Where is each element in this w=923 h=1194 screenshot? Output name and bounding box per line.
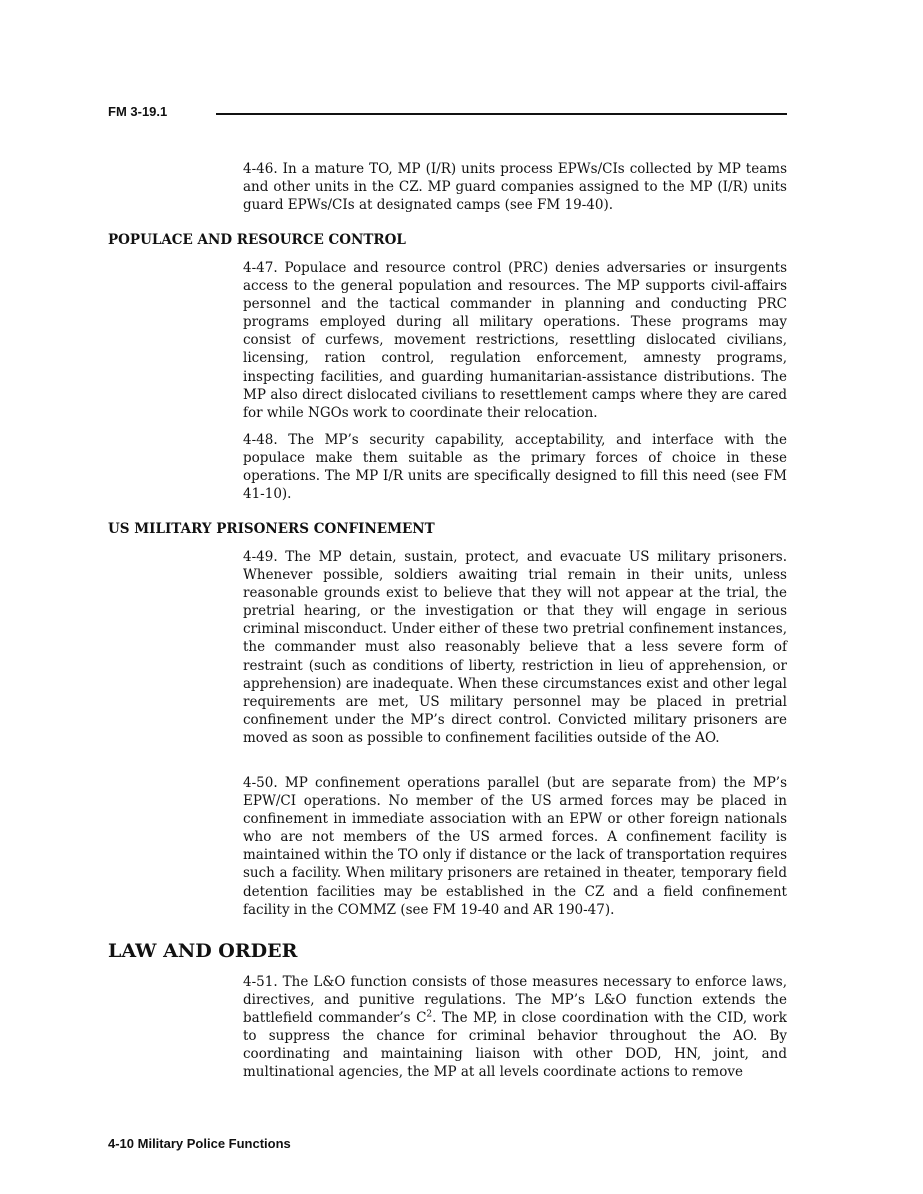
paragraph-4-47: 4-47. Populace and resource control (PRC) denies adversaries or insurgents access to the general population and resources. The MP supports civil-affairs personnel and the tactical commander in planning and conducting PRC programs employed during all military operations. These programs may consist of curfews, movement restrictions, resettling dislocated civilians, licensing, ration control, regulation enforcement, amnesty programs, inspecting facilities, and guarding humanitarian-assistance distributions. The MP also direct dislocated civilians to resettlement camps where they are cared for while NGOs work to coordinate their relocation. [243, 260, 787, 421]
paragraph-4-51-text-start: 4-51. The L&O function consists of those measures necessary to enforce laws, directives, and punitive regulations. The MP’s L&O function extends the battlefield commander’s C [243, 974, 787, 1027]
header-rule [216, 113, 787, 115]
paragraph-4-46: 4-46. In a mature TO, MP (I/R) units process EPWs/CIs collected by MP teams and other units in the CZ. MP guard companies assigned to the MP (I/R) units guard EPWs/CIs at designated camps (see FM 19-40). [243, 161, 787, 214]
section-heading-populace-resource-control: POPULACE AND RESOURCE CONTROL [108, 232, 406, 248]
paragraph-4-48: 4-48. The MP’s security capability, acceptability, and interface with the populace make them suitable as the primary forces of choice in these operations. The MP I/R units are specifically designed to fill this need (see FM 41-10). [243, 432, 787, 503]
superscript-2: 2 [426, 1009, 433, 1020]
paragraph-4-51-text-end: . The MP, in close coordination with the CID, work to suppress the chance for criminal behavior throughout the AO. By coordinating and maintaining liaison with other DOD, HN, joint, and multinational agencies, the MP at all levels coordinate actions to remove [243, 1010, 787, 1081]
page-footer-label: 4-10 Military Police Functions [108, 1136, 291, 1151]
running-header-doc-id: FM 3-19.1 [108, 104, 168, 119]
paragraph-4-50: 4-50. MP confinement operations parallel (but are separate from) the MP’s EPW/CI operations. No member of the US armed forces may be placed in confinement in immediate association with an EPW or other foreign nationals who are not members of the US armed forces. A confinement facility is maintained within the TO only if distance or the lack of transportation requires such a facility. When military prisoners are retained in theater, temporary field detention facilities may be established in the CZ and a field confinement facility in the COMMZ (see FM 19-40 and AR 190-47). [243, 775, 787, 918]
chapter-heading-law-and-order: LAW AND ORDER [108, 940, 298, 962]
section-heading-us-military-prisoners: US MILITARY PRISONERS CONFINEMENT [108, 521, 435, 537]
paragraph-4-49: 4-49. The MP detain, sustain, protect, and evacuate US military prisoners. Whenever possible, soldiers awaiting trial remain in their units, unless reasonable grounds exist to believe that they will not appear at the trial, the pretrial hearing, or the investigation or that they will engage in serious criminal misconduct. Under either of these two pretrial confinement instances, the commander must also reasonably believe that a less severe form of restraint (such as conditions of liberty, restriction in lieu of apprehension, or apprehension) are inadequate. When these circumstances exist and other legal requirements are met, US military personnel may be placed in pretrial confinement under the MP’s direct control. Convicted military prisoners are moved as soon as possible to confinement facilities outside of the AO. [243, 549, 787, 746]
paragraph-4-51 [243, 973, 787, 1082]
